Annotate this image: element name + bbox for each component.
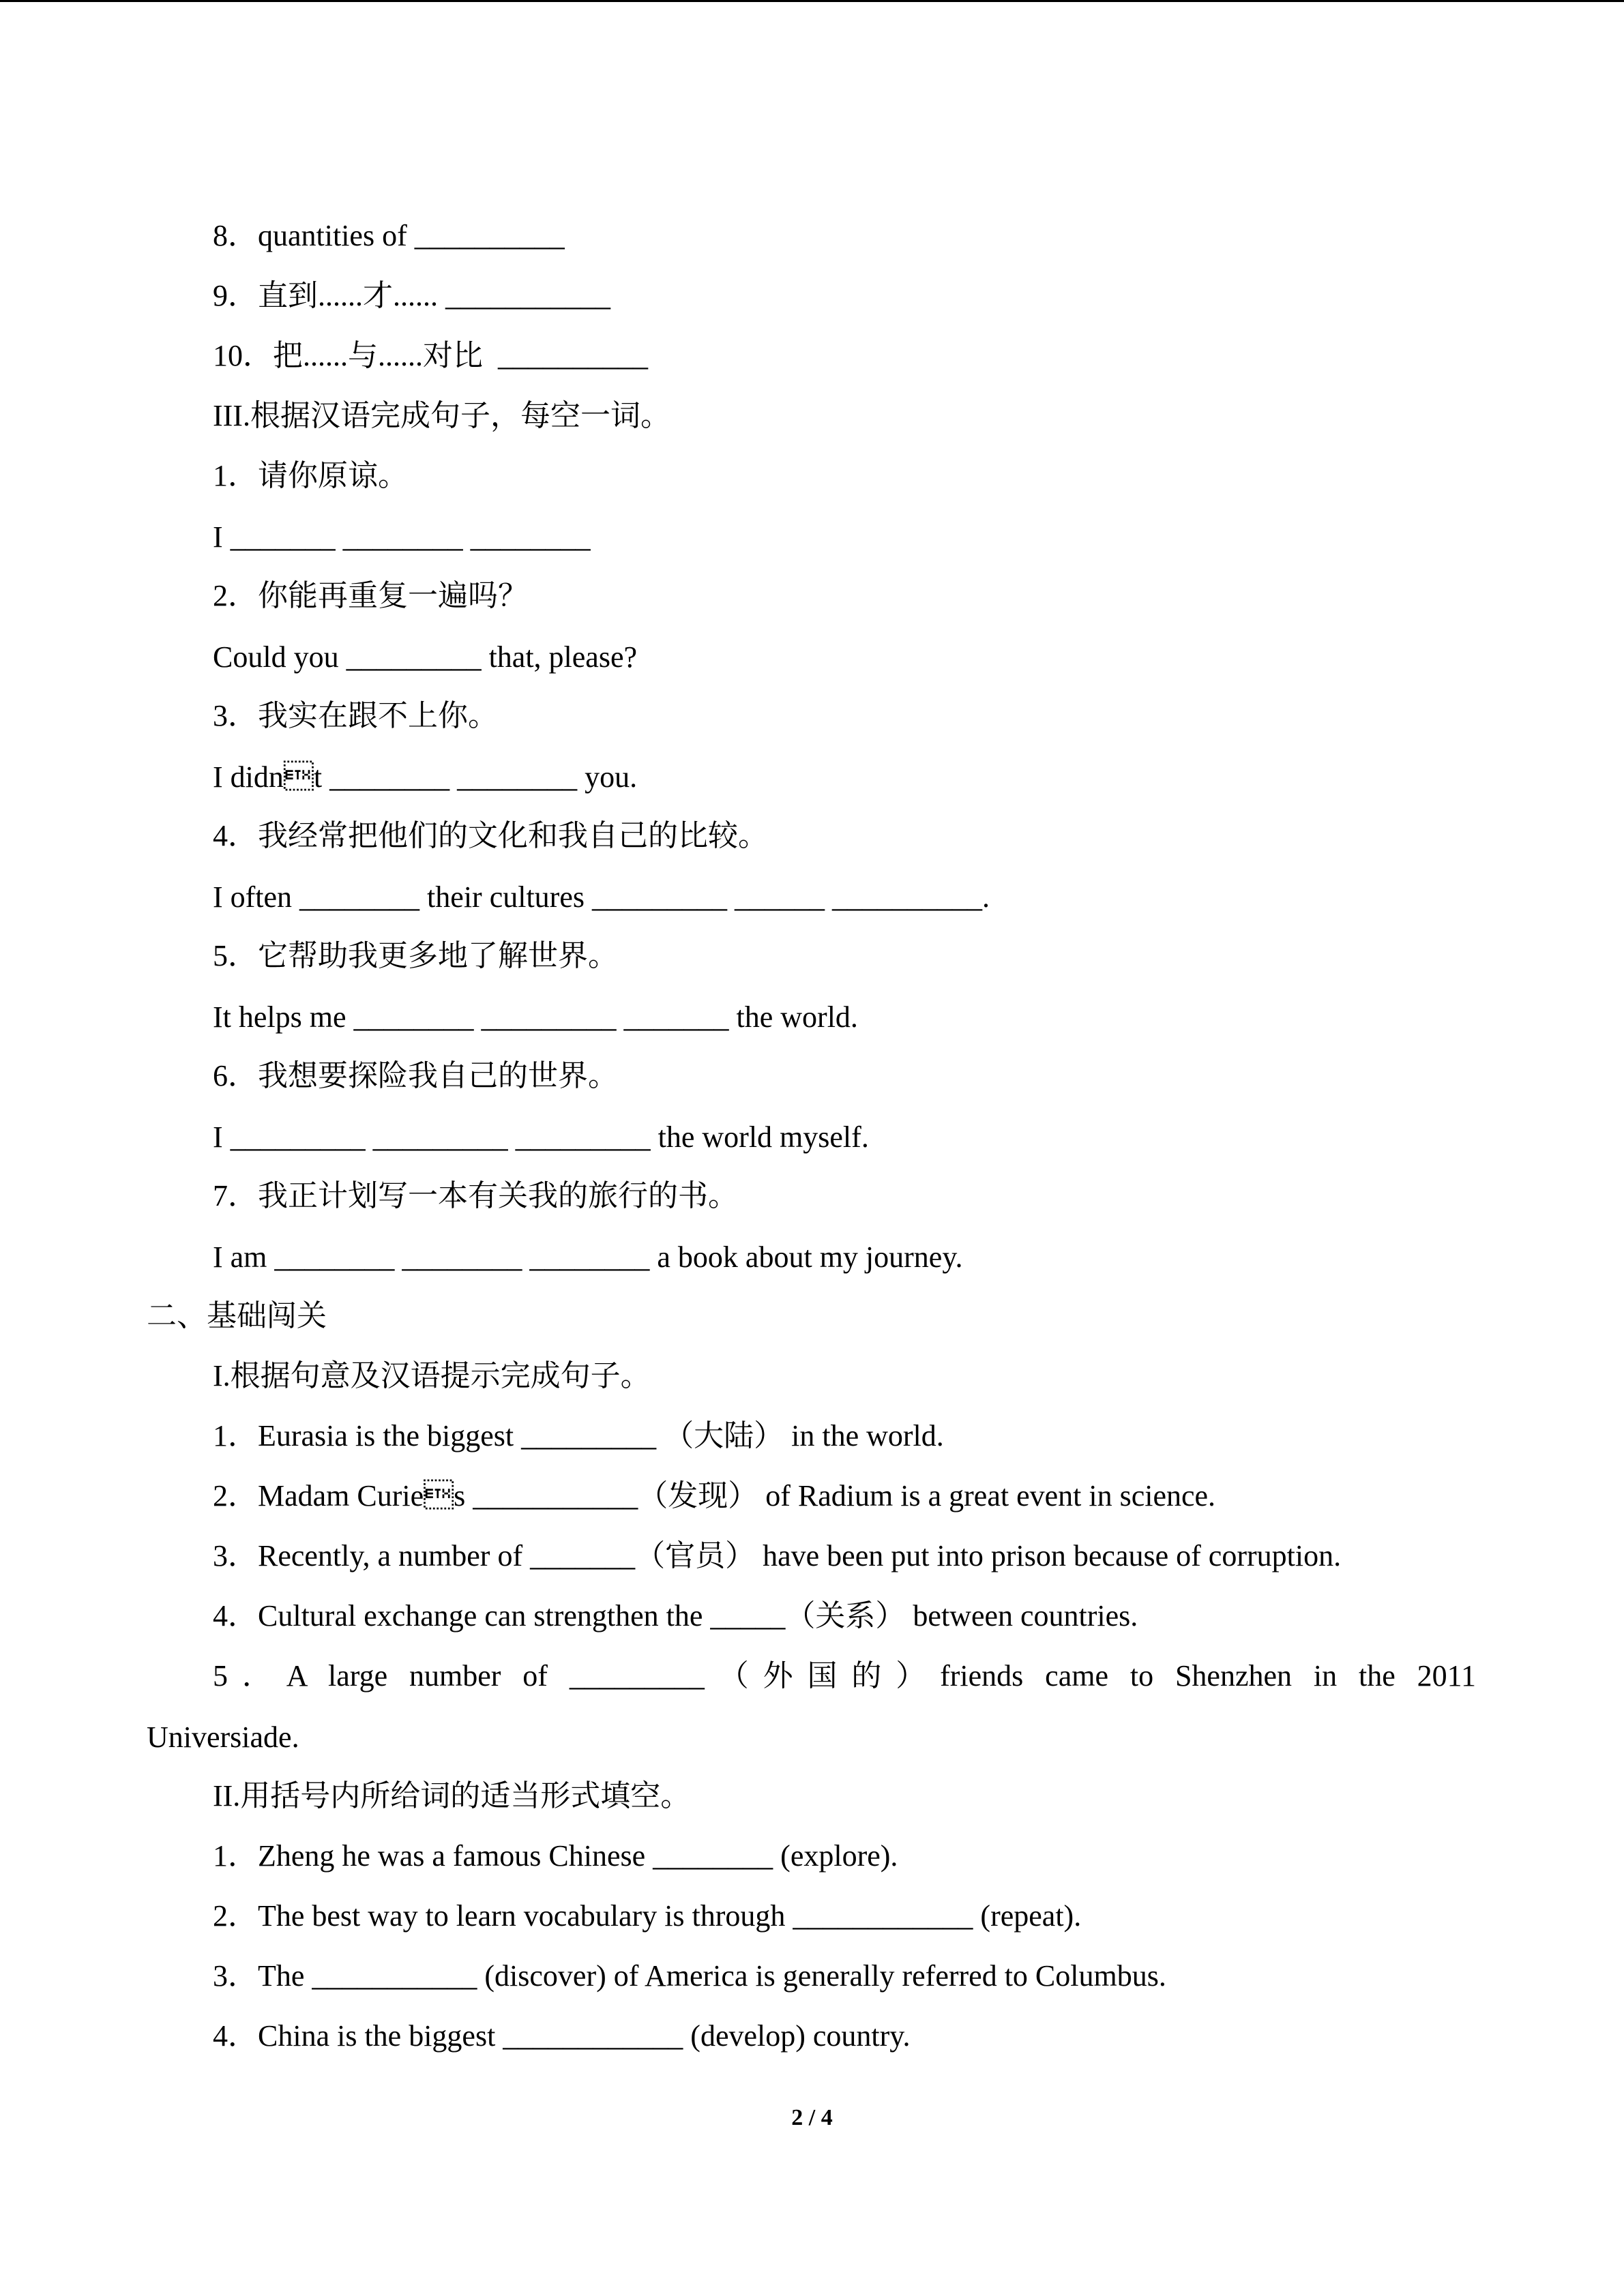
section2-part1-item-4: 4．Cultural exchange can strengthen the _____（关系） between countries. — [213, 1599, 1138, 1632]
part3-item-4-chinese: 4．我经常把他们的文化和我自己的比较。 — [213, 819, 768, 852]
section2-part1-item-1: 1．Eurasia is the biggest _________ （大陆） in the world. — [213, 1419, 944, 1452]
part3-item-4-english: I often ________ their cultures _________ ______ __________. — [213, 880, 990, 914]
section2-part2-item-4: 4．China is the biggest ____________ (develop) country. — [213, 2019, 911, 2053]
section2-part2-item-3: 3．The ___________ (discover) of America is generally referred to Columbus. — [213, 1959, 1166, 1993]
section2-part1-item-2: 2．Madam Curies ___________（发现） of Radium is a great event in science. — [213, 1479, 1216, 1512]
part3-item-5-chinese: 5．它帮助我更多地了解世界。 — [213, 939, 618, 972]
section2-part1-item-5-line-2: Universiade. — [147, 1720, 299, 1754]
part3-item-2-english: Could you _________ that, please? — [213, 640, 638, 674]
part3-item-1-chinese: 1．请你原谅。 — [213, 459, 408, 492]
section2-part1-heading: I.根据句意及汉语提示完成句子。 — [213, 1359, 651, 1392]
section2-part2-item-1: 1．Zheng he was a famous Chinese ________ (explore). — [213, 1839, 898, 1873]
vocab-item-10: 10．把......与......对比 __________ — [213, 339, 648, 372]
vocab-item-8: 8．quantities of __________ — [213, 219, 565, 252]
part3-item-3-english: I didnt ________ ________ you. — [213, 760, 638, 794]
part3-item-7-english: I am ________ ________ ________ a book about my journey. — [213, 1240, 963, 1274]
section2-part2-item-2: 2．The best way to learn vocabulary is through ____________ (repeat). — [213, 1899, 1082, 1933]
section2-part1-item-5-line-1: 5．A large number of _________（外国的）friends came to Shenzhen in the 2011 — [213, 1659, 1476, 1693]
part3-item-6-chinese: 6．我想要探险我自己的世界。 — [213, 1059, 618, 1092]
part3-item-3-chinese: 3．我实在跟不上你。 — [213, 699, 498, 732]
section-2-title: 二、基础闯关 — [147, 1299, 327, 1332]
part3-item-1-english: I _______ ________ ________ — [213, 520, 591, 554]
part3-item-6-english: I _________ _________ _________ the world myself. — [213, 1120, 869, 1154]
top-border-rule — [0, 0, 1624, 2]
section2-part2-heading: II.用括号内所给词的适当形式填空。 — [213, 1779, 691, 1813]
part3-item-2-chinese: 2．你能再重复一遍吗？ — [213, 579, 528, 612]
page-number: 2 / 4 — [791, 2105, 833, 2130]
part3-item-7-chinese: 7．我正计划写一本有关我的旅行的书。 — [213, 1179, 738, 1212]
part3-heading: III.根据汉语完成句子，每空一词。 — [213, 399, 670, 432]
part3-item-5-english: It helps me ________ _________ _______ the world. — [213, 1000, 858, 1034]
vocab-item-9: 9．直到......才...... ___________ — [213, 279, 610, 312]
section2-part1-item-3: 3．Recently, a number of _______（官员） have been put into prison because of corruption. — [213, 1539, 1342, 1572]
